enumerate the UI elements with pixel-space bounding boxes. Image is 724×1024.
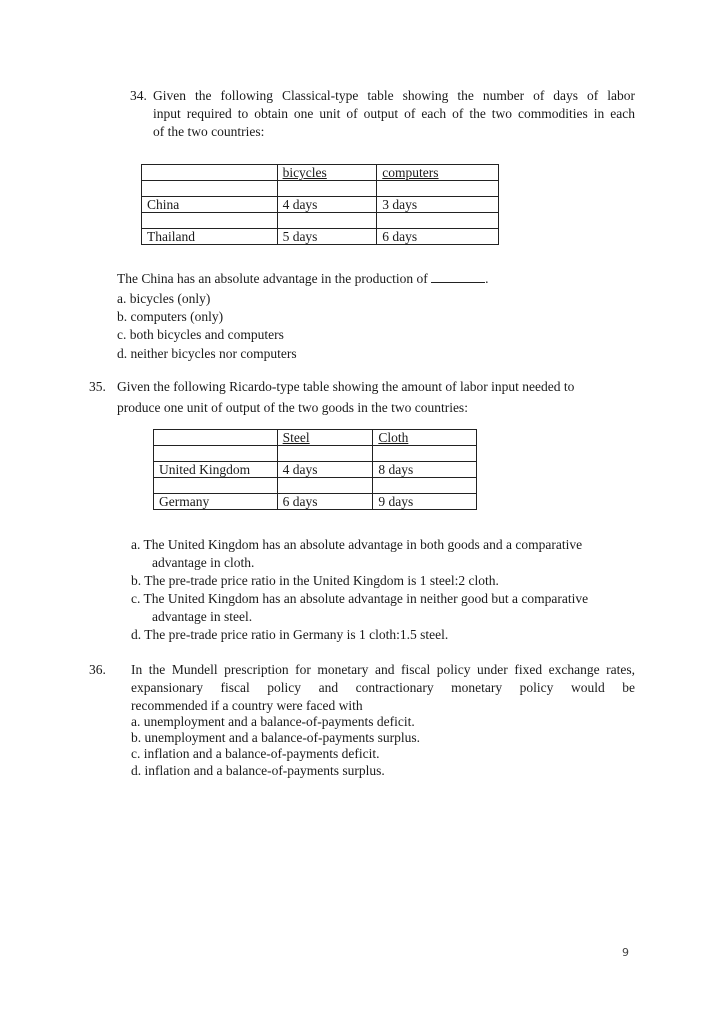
table-cell-country: Thailand bbox=[142, 229, 278, 245]
table-cell bbox=[142, 165, 278, 181]
q34-stem-line1: Given the following Classical-type table showing the number of days of labor bbox=[153, 88, 635, 103]
page-number: 9 bbox=[622, 946, 629, 959]
table-header-row bbox=[154, 430, 477, 446]
table-spacer-row bbox=[142, 213, 499, 229]
table-header-cloth: Cloth bbox=[373, 430, 477, 446]
q34-stem-line3: of the two countries: bbox=[153, 124, 265, 139]
q34-prompt-end: . bbox=[485, 271, 489, 286]
table-cell: 3 days bbox=[377, 197, 499, 213]
table-cell: 8 days bbox=[373, 462, 477, 478]
table-row bbox=[154, 462, 477, 478]
q36-option-a: a. unemployment and a balance-of-payments deficit. bbox=[131, 714, 415, 729]
table-header-row bbox=[142, 165, 499, 181]
q36-stem-line3: recommended if a country were faced with bbox=[131, 698, 363, 713]
q34-option-d: d. neither bicycles nor computers bbox=[117, 346, 297, 361]
q34-prompt-text: The China has an absolute advantage in the production of bbox=[117, 271, 428, 286]
answer-blank[interactable] bbox=[431, 270, 485, 283]
q36-number: 36. bbox=[89, 662, 106, 677]
table-row bbox=[142, 197, 499, 213]
q35-option-a-cont: advantage in cloth. bbox=[152, 555, 255, 570]
table-cell: 6 days bbox=[277, 494, 373, 510]
q35-table bbox=[153, 429, 477, 510]
q35-stem-line1: Given the following Ricardo-type table showing the amount of labor input needed to bbox=[117, 379, 575, 394]
table-cell bbox=[154, 430, 278, 446]
table-spacer-row bbox=[142, 181, 499, 197]
q36-option-c: c. inflation and a balance-of-payments deficit. bbox=[131, 746, 380, 761]
q35-option-b: b. The pre-trade price ratio in the United Kingdom is 1 steel:2 cloth. bbox=[131, 573, 499, 588]
q36-option-b: b. unemployment and a balance-of-payments surplus. bbox=[131, 730, 421, 745]
q35-option-c: c. The United Kingdom has an absolute advantage in neither good but a comparative bbox=[131, 591, 589, 606]
q35-stem-line2: produce one unit of output of the two goods in the two countries: bbox=[117, 400, 468, 415]
table-cell-country: Germany bbox=[154, 494, 278, 510]
table-row bbox=[154, 494, 477, 510]
table-header-steel: Steel bbox=[277, 430, 373, 446]
table-spacer-row bbox=[154, 446, 477, 462]
q34-table bbox=[141, 164, 499, 245]
table-row bbox=[142, 229, 499, 245]
q34-option-c: c. both bicycles and computers bbox=[117, 327, 284, 342]
table-cell: 5 days bbox=[277, 229, 377, 245]
table-cell: 4 days bbox=[277, 197, 377, 213]
q35-number: 35. bbox=[89, 379, 106, 394]
q34-option-b: b. computers (only) bbox=[117, 309, 224, 324]
q34-stem-line2: input required to obtain one unit of output of each of the two commodities in each bbox=[153, 106, 635, 121]
q35-option-d: d. The pre-trade price ratio in Germany is 1 cloth:1.5 steel. bbox=[131, 627, 449, 642]
q34-option-a: a. bicycles (only) bbox=[117, 291, 211, 306]
q34-number: 34. bbox=[130, 88, 147, 103]
q35-option-a: a. The United Kingdom has an absolute advantage in both goods and a comparative bbox=[131, 537, 583, 552]
table-spacer-row bbox=[154, 478, 477, 494]
table-header-computers: computers bbox=[377, 165, 499, 181]
table-cell: 6 days bbox=[377, 229, 499, 245]
table-cell-country: United Kingdom bbox=[154, 462, 278, 478]
table-cell-country: China bbox=[142, 197, 278, 213]
q36-stem-line2: expansionary fiscal policy and contractionary monetary policy would be bbox=[131, 680, 635, 695]
q36-option-d: d. inflation and a balance-of-payments surplus. bbox=[131, 763, 385, 778]
table-header-bicycles: bicycles bbox=[277, 165, 377, 181]
q34-prompt bbox=[117, 270, 489, 288]
table-cell: 9 days bbox=[373, 494, 477, 510]
q35-option-c-cont: advantage in steel. bbox=[152, 609, 253, 624]
q36-stem-line1: In the Mundell prescription for monetary and fiscal policy under fixed exchange rates, bbox=[131, 662, 635, 677]
table-cell: 4 days bbox=[277, 462, 373, 478]
